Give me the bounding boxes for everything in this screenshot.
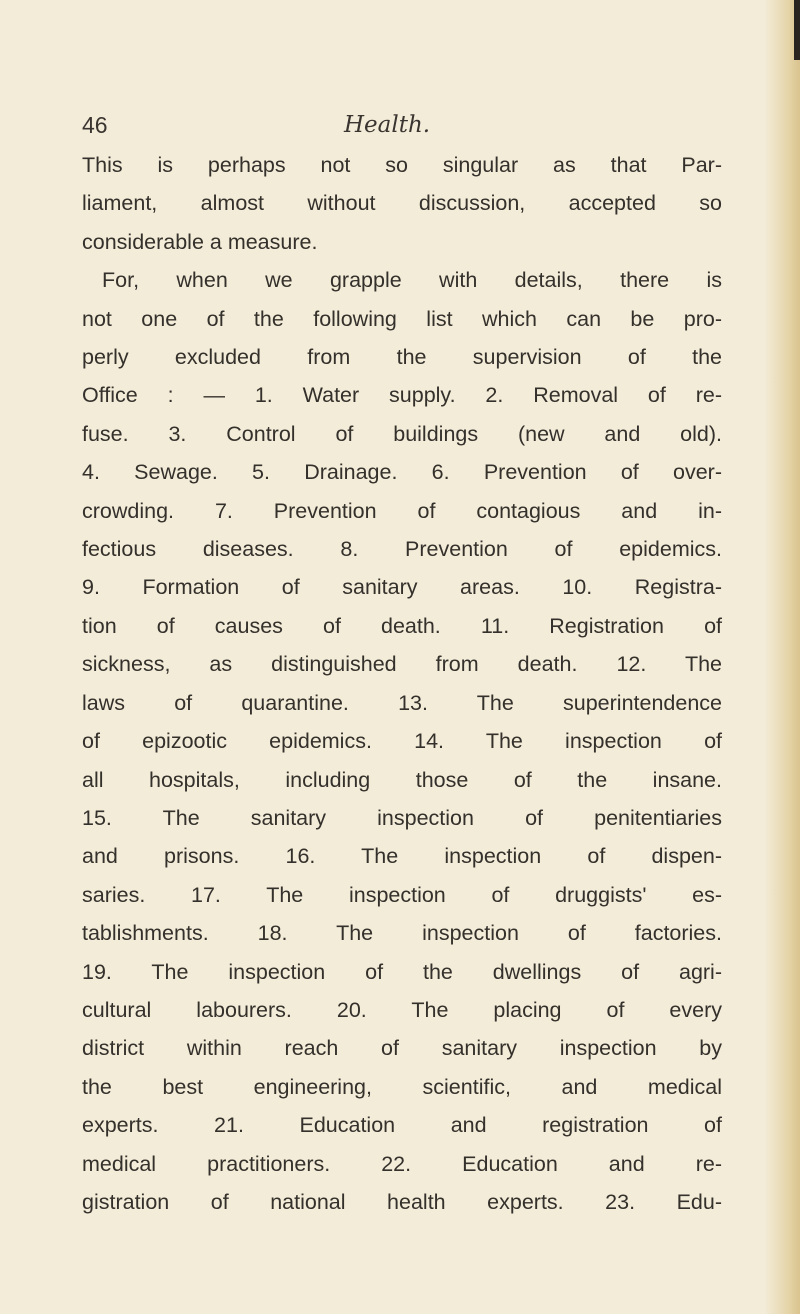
text-line: cultural labourers. 20. The placing of every [82, 997, 722, 1022]
text-line: laws of quarantine. 13. The superintendence [82, 690, 722, 715]
text-line: perly excluded from the supervision of the [82, 345, 722, 370]
page-edge-mark [794, 0, 800, 60]
text-line: and prisons. 16. The inspection of dispen- [82, 844, 722, 869]
text-line: gistration of national health experts. 23. Edu- [82, 1189, 722, 1214]
text-line: crowding. 7. Prevention of contagious and in- [82, 498, 722, 523]
text-line: not one of the following list which can be pro- [82, 306, 722, 331]
text-line: experts. 21. Education and registration of [82, 1113, 722, 1138]
text-line: all hospitals, including those of the insane. [82, 767, 722, 792]
running-title: Health. [344, 112, 431, 138]
text-line: 9. Formation of sanitary areas. 10. Registra- [82, 575, 722, 600]
page-edge-shading [764, 0, 800, 1314]
text-line: medical practitioners. 22. Education and re- [82, 1151, 722, 1176]
text-line: This is perhaps not so singular as that Par- [82, 153, 722, 177]
text-line: 15. The sanitary inspection of penitentiaries [82, 805, 722, 830]
text-line: saries. 17. The inspection of druggists' es- [82, 882, 722, 907]
text-line: 4. Sewage. 5. Drainage. 6. Prevention of over- [82, 460, 722, 485]
text-line: liament, almost without discussion, accepted so [82, 191, 722, 216]
text-line: sickness, as distinguished from death. 12. The [82, 652, 722, 677]
text-line: of epizootic epidemics. 14. The inspection of [82, 729, 722, 754]
text-line: fectious diseases. 8. Prevention of epidemics. [82, 537, 722, 562]
body-text [82, 146, 722, 1221]
text-line: tion of causes of death. 11. Registration of [82, 613, 722, 638]
text-line: fuse. 3. Control of buildings (new and old). [82, 421, 722, 446]
text-line: For, when we grapple with details, there is [102, 268, 722, 293]
text-line: considerable a measure. [82, 229, 318, 254]
page-number: 46 [82, 112, 108, 138]
text-line: 19. The inspection of the dwellings of agri- [82, 959, 722, 984]
text-line: Office : — 1. Water supply. 2. Removal of re- [82, 383, 722, 408]
text-line: the best engineering, scientific, and medical [82, 1074, 722, 1099]
text-line: district within reach of sanitary inspection by [82, 1036, 722, 1061]
text-line: tablishments. 18. The inspection of factories. [82, 921, 722, 946]
